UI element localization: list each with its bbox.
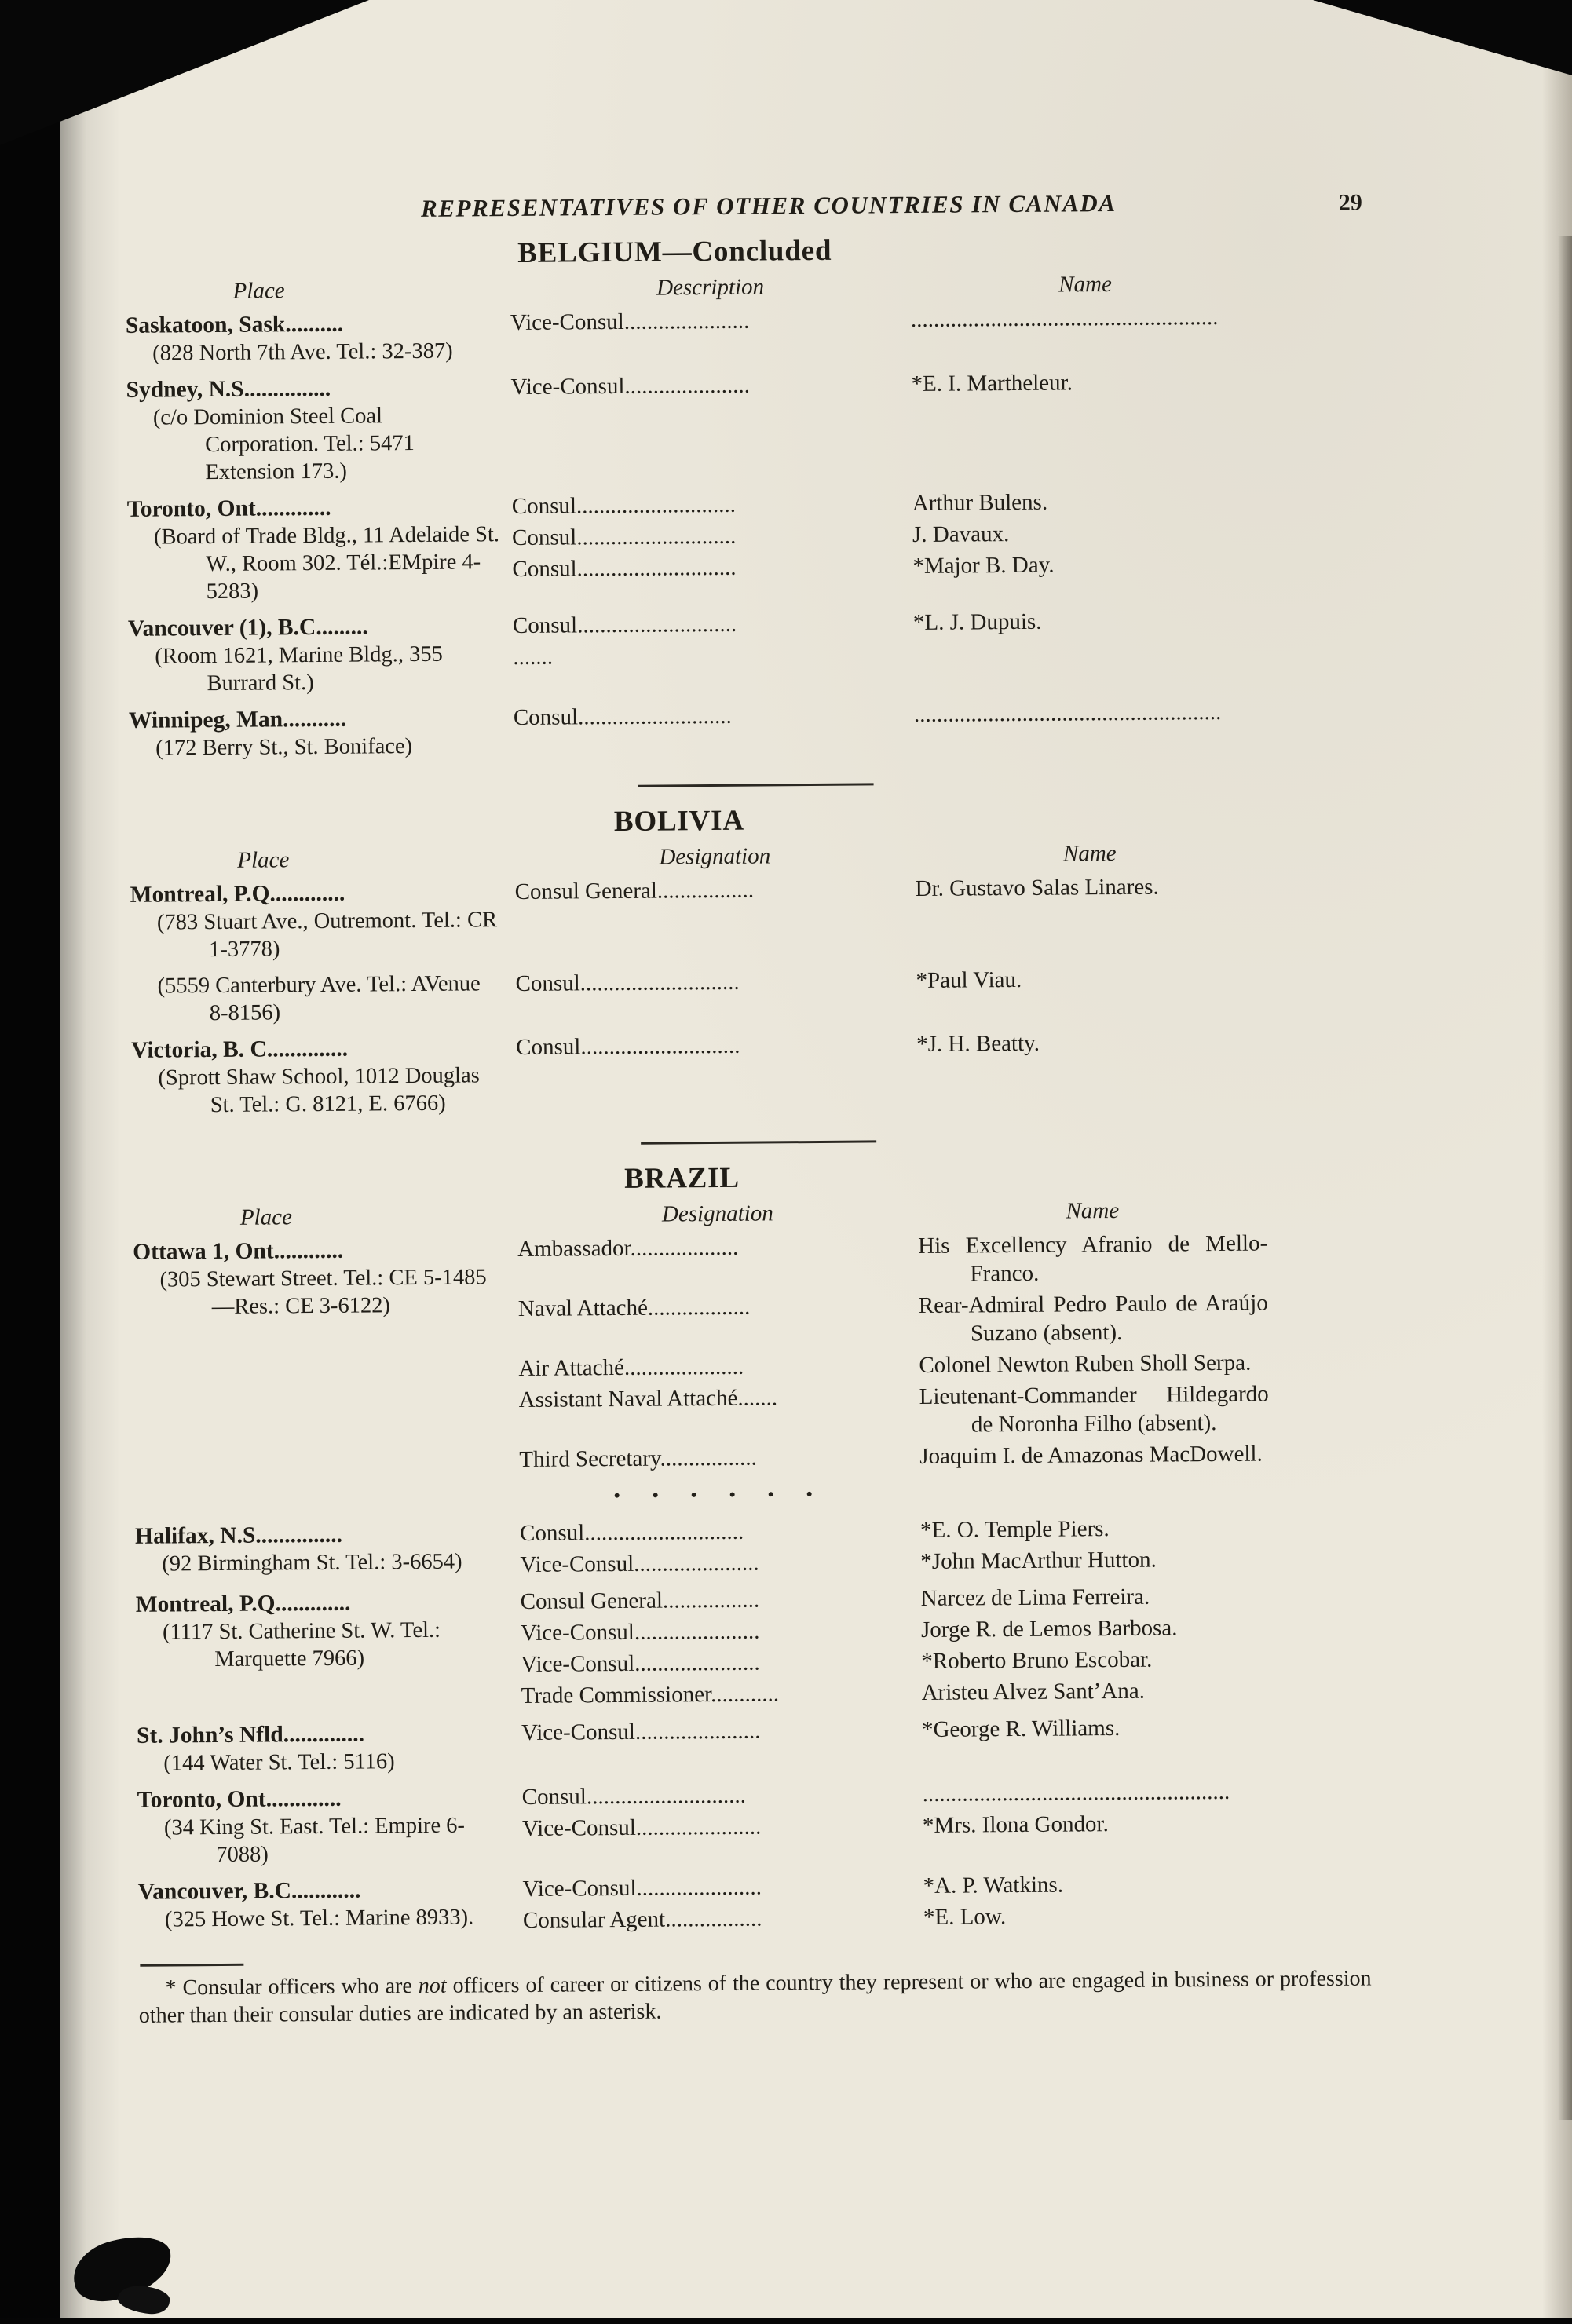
designation-text: Consul........................... (513, 703, 732, 731)
entry-row (512, 484, 1569, 521)
entry-rows (513, 603, 1570, 671)
place-address: (5559 Canterbury Ave. Tel.: AVenue 8-8156) (157, 971, 481, 1026)
entry-row (522, 1866, 1572, 1903)
entry-row (522, 1774, 1572, 1811)
column-header-place: Place (239, 1204, 293, 1230)
official-name: *John MacArthur Hutton. (920, 1547, 1157, 1574)
entry-row (521, 1579, 1572, 1616)
place-name: Montreal, P.Q............. (135, 1590, 351, 1617)
directory-entry (126, 364, 1568, 486)
official-name: Narcez de Lima Ferreira. (920, 1584, 1150, 1611)
running-title: REPRESENTATIVES OF OTHER COUNTRIES IN CANADA (420, 188, 1117, 222)
column-header-name: Name (1058, 272, 1113, 298)
entry-rows (510, 300, 1567, 337)
place-address: (34 King St. East. Tel.: Empire 6-7088) (163, 1813, 466, 1868)
entry-row (510, 300, 1567, 337)
footnote-text (138, 1964, 1372, 2029)
designation-text: Air Attaché..................... (518, 1354, 744, 1381)
section-divider-rule (638, 783, 874, 787)
entry-row (521, 1673, 1572, 1710)
place-cell (126, 309, 511, 367)
official-name: *Roberto Bruno Escobar. (921, 1646, 1153, 1674)
official-name: ...................................................... (913, 699, 1222, 728)
column-headers (125, 268, 1567, 305)
entry-row (517, 1226, 1572, 1292)
place-name: St. John’s Nfld.............. (136, 1721, 365, 1748)
entry-rows (522, 1774, 1572, 1843)
place-address: (325 Howe St. Tel.: Marine 8933). (164, 1905, 474, 1932)
directory-entry (137, 1866, 1572, 1937)
entry-rows (514, 869, 1571, 906)
entry-row (520, 1511, 1572, 1548)
section-title: BRAZIL (624, 1161, 740, 1195)
section-bolivia (130, 777, 1572, 1119)
place-cell (136, 1588, 521, 1674)
place-address: (Board of Trade Bldg., 11 Adelaide St. W., Room 302. Tél.:EMpire 4-5283) (153, 522, 500, 605)
official-name (913, 638, 1263, 640)
place-cell (137, 1875, 523, 1934)
entry-row (510, 364, 1567, 401)
designation-text: Trade Commissioner............ (521, 1681, 780, 1708)
place-cell (131, 1033, 517, 1120)
place-address: (828 North 7th Ave. Tel.: 32-387) (152, 338, 453, 366)
section-belgium (125, 228, 1570, 762)
place-address: (92 Birmingham St. Tel.: 3-6654) (162, 1549, 462, 1577)
place-name: Victoria, B. C.............. (131, 1036, 349, 1063)
designation-text: Vice-Consul...................... (510, 308, 750, 336)
entry-row (514, 695, 1570, 732)
directory-entry (137, 1710, 1572, 1777)
page-content (53, 0, 1572, 2324)
entry-row (523, 1898, 1572, 1935)
designation-text: Consul General................. (520, 1587, 760, 1614)
official-name: Lieutenant-Commander Hildegardo de Noronha Filho (absent). (919, 1381, 1269, 1438)
official-name: *Mrs. Ilona Gondor. (922, 1811, 1109, 1838)
entry-rows (522, 1866, 1572, 1935)
place-address: (144 Water St. Tel.: 5116) (163, 1749, 395, 1776)
designation-text: Consular Agent................. (522, 1906, 762, 1933)
column-header-designation: Designation (661, 1200, 773, 1227)
column-headers (133, 1194, 1572, 1231)
entry-row (521, 1610, 1572, 1647)
official-name: *E. I. Martheleur. (911, 370, 1073, 397)
place-name: Ottawa 1, Ont............ (133, 1237, 344, 1265)
designation-text: Consul............................ (512, 554, 737, 583)
section-title: BELGIUM—Concluded (517, 234, 832, 269)
scan-binding-strip (0, 0, 60, 2318)
place-name: Sydney, N.S............... (126, 375, 331, 403)
place-cell (128, 612, 514, 698)
directory-entry (136, 1579, 1572, 1712)
official-name: *L. J. Dupuis. (912, 608, 1042, 636)
entry-row (519, 1437, 1572, 1474)
place-cell (130, 970, 516, 1028)
place-name: Saskatoon, Sask.......... (125, 311, 344, 338)
official-name: *A. P. Watkins. (923, 1872, 1064, 1898)
directory-entry (130, 869, 1572, 963)
designation-text: Vice-Consul...................... (520, 1618, 760, 1646)
place-name: Toronto, Ont............. (126, 495, 331, 522)
designation-text: Third Secretary................. (519, 1445, 757, 1472)
directory-entry (131, 1025, 1572, 1119)
designation-text: Assistant Naval Attaché....... (518, 1385, 778, 1412)
directory-entry (135, 1511, 1572, 1581)
official-name: J. Davaux. (912, 521, 1010, 548)
section-title: BOLIVIA (613, 804, 745, 839)
official-name: *J. H. Beatty. (916, 1030, 1040, 1057)
entry-row (520, 1542, 1572, 1579)
entry-row (513, 603, 1570, 640)
designation-text: Vice-Consul...................... (522, 1874, 762, 1902)
entry-rows (520, 1511, 1572, 1579)
directory-entry (126, 300, 1568, 367)
official-name: Jorge R. de Lemos Barbosa. (920, 1615, 1178, 1643)
official-name: *E. Low. (923, 1904, 1007, 1930)
column-header-place: Place (232, 278, 285, 304)
footnote-pre: * Consular officers who are (165, 1974, 419, 2001)
place-name: Toronto, Ont............. (137, 1785, 342, 1813)
entry-row (519, 1377, 1572, 1442)
entry-row (516, 1025, 1572, 1062)
entry-row (518, 1286, 1572, 1351)
official-name: Rear-Admiral Pedro Paulo de Araújo Suzano (absent). (918, 1290, 1268, 1347)
directory-entry (133, 1226, 1572, 1476)
official-name: Colonel Newton Ruben Sholl Serpa. (919, 1350, 1252, 1378)
footnote-emphasis: not (418, 1973, 447, 1999)
designation-text: ....... (513, 644, 554, 671)
directory-entry (137, 1774, 1572, 1869)
page-number: 29 (1338, 189, 1362, 216)
entry-rows (521, 1710, 1572, 1747)
running-header (125, 187, 1413, 225)
designation-text: Ambassador................... (517, 1234, 739, 1262)
place-name: Winnipeg, Man........... (128, 706, 347, 733)
place-name: Montreal, P.Q............. (130, 880, 345, 908)
designation-text: Vice-Consul...................... (510, 372, 751, 400)
directory-entry (127, 484, 1570, 605)
column-header-name: Name (1066, 1197, 1120, 1224)
designation-text: Consul............................ (519, 1518, 744, 1546)
designation-text: Consul............................ (516, 1032, 740, 1061)
place-address: (Room 1621, Marine Bldg., 355 Burrard St.) (155, 641, 443, 696)
entry-rows (512, 484, 1570, 583)
directory-entry (128, 603, 1570, 697)
official-name: *E. O. Temple Piers. (919, 1516, 1110, 1543)
footnote-rule (140, 1964, 243, 1967)
official-name: *George R. Williams. (921, 1715, 1121, 1742)
designation-text: Vice-Consul...................... (521, 1718, 761, 1745)
official-name: ...................................................... (922, 1778, 1230, 1807)
column-headers (130, 837, 1571, 874)
official-name: ...................................................... (910, 304, 1219, 333)
entry-row (512, 515, 1569, 552)
section-brazil (132, 1135, 1572, 1937)
entry-rows (516, 1025, 1572, 1062)
place-address: (305 Stewart Street. Tel.: CE 5-1485—Res.: CE 3-6122) (159, 1265, 487, 1320)
designation-text: Consul............................ (515, 969, 740, 997)
official-name: Joaquim I. de Amazonas MacDowell. (919, 1441, 1263, 1469)
place-name: Halifax, N.S............... (134, 1522, 343, 1549)
entry-rows (510, 364, 1567, 401)
place-cell (126, 373, 511, 487)
entry-row (513, 634, 1570, 671)
place-address: (c/o Dominion Steel Coal Corporation. Tel.: 5471 Extension 173.) (152, 404, 415, 485)
place-cell (137, 1783, 523, 1869)
entry-row (515, 961, 1572, 998)
place-address: (783 Stuart Ave., Outremont. Tel.: CR 1-3778) (156, 908, 498, 963)
designation-text: Consul............................ (521, 1782, 746, 1810)
official-name: *Paul Viau. (916, 967, 1022, 993)
place-address: (172 Berry St., St. Boniface) (155, 734, 413, 761)
designation-text: Vice-Consul...................... (521, 1650, 760, 1677)
entry-row (518, 1346, 1572, 1383)
official-name: Dr. Gustavo Salas Linares. (915, 874, 1159, 902)
official-name: His Excellency Afranio de Mello-Franco. (918, 1230, 1268, 1287)
place-cell (135, 1519, 521, 1578)
entry-rows (521, 1579, 1572, 1710)
official-name: Aristeu Alvez Sant’Ana. (921, 1678, 1146, 1705)
place-address: (1117 St. Catherine St. W. Tel.: Marquette 7966) (162, 1617, 441, 1672)
designation-text: Naval Attaché.................. (517, 1294, 751, 1321)
column-header-place: Place (237, 847, 290, 873)
place-address: (Sprott Shaw School, 1012 Douglas St. Tel.: G. 8121, E. 6766) (158, 1063, 480, 1118)
footnote-post: officers of career or citizens of the country they represent or who are engaged in business or profession other than their consular duties are indicated by an asterisk. (138, 1966, 1372, 2028)
designation-text: Vice-Consul...................... (520, 1550, 759, 1577)
place-name: Vancouver, B.C............ (137, 1877, 361, 1905)
column-header-designation: Description (656, 274, 765, 301)
entry-row (521, 1642, 1572, 1679)
column-header-name: Name (1062, 840, 1117, 867)
entry-rows (514, 695, 1570, 732)
official-name: Arthur Bulens. (912, 489, 1048, 517)
designation-text: Consul General................. (514, 877, 755, 905)
entry-row (521, 1710, 1572, 1747)
place-cell (137, 1719, 522, 1778)
place-cell (133, 1235, 518, 1321)
place-cell (129, 703, 514, 762)
column-header-designation: Designation (659, 843, 771, 870)
place-name: Vancouver (1), B.C......... (127, 614, 368, 641)
designation-text: Consul............................ (512, 611, 737, 639)
section-divider-rule (641, 1140, 876, 1144)
official-name: *Major B. Day. (912, 552, 1055, 579)
entry-rows (517, 1226, 1572, 1474)
place-cell (130, 878, 516, 964)
directory-entry (130, 961, 1572, 1027)
entry-separator-dots: • • • • • • (613, 1483, 827, 1507)
designation-text: Consul............................ (511, 491, 737, 520)
place-cell (127, 492, 513, 606)
designation-text: Consul............................ (511, 523, 737, 551)
designation-text: Vice-Consul...................... (521, 1814, 762, 1841)
entry-row (522, 1806, 1572, 1843)
entry-row (514, 869, 1571, 906)
entry-rows (515, 961, 1572, 998)
entry-row (512, 546, 1569, 583)
directory-entry (129, 695, 1571, 762)
